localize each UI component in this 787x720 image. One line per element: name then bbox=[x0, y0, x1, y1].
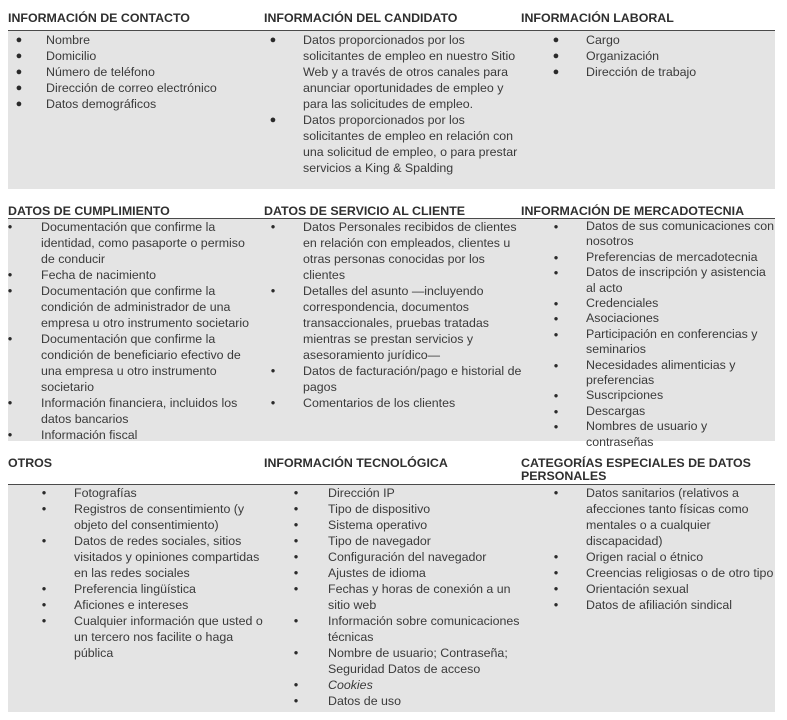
row-1-header bbox=[8, 10, 775, 31]
list-item: ● Datos de uso bbox=[289, 693, 525, 709]
bullet-icon: ● bbox=[553, 568, 559, 577]
work-info-list bbox=[549, 32, 775, 80]
list-item: ● Datos demográficos bbox=[12, 96, 252, 112]
compliance-data-list bbox=[3, 219, 259, 443]
bullet-icon: ● bbox=[553, 222, 559, 231]
bullet-icon: ● bbox=[269, 114, 277, 126]
bullet-icon: ● bbox=[553, 600, 559, 609]
list-item: ● Fechas y horas de conexión a un sitio web bbox=[289, 581, 525, 613]
list-item: ● Creencias religiosas o de otro tipo bbox=[549, 565, 775, 581]
list-item: ● Documentación que confirme la condición de administrador de una empresa u otro instrumento societario bbox=[3, 283, 259, 331]
candidate-info-list bbox=[266, 32, 526, 176]
list-item: ● Fotografías bbox=[37, 485, 265, 501]
bullet-icon: ● bbox=[41, 600, 47, 609]
bullet-icon: ● bbox=[293, 504, 299, 513]
bullet-icon: ● bbox=[293, 568, 299, 577]
header-special-categories: CATEGORÍAS ESPECIALES DE DATOS PERSONALES bbox=[521, 456, 751, 483]
list-item: ● Dirección de trabajo bbox=[549, 64, 775, 80]
bullet-icon: ● bbox=[293, 680, 299, 689]
bullet-icon: ● bbox=[553, 584, 559, 593]
bullet-icon: ● bbox=[7, 286, 13, 295]
list-item: ● Ajustes de idioma bbox=[289, 565, 525, 581]
bullet-icon: ● bbox=[293, 520, 299, 529]
bullet-icon: ● bbox=[41, 504, 47, 513]
bullet-icon: ● bbox=[7, 222, 13, 231]
list-item: ● Información fiscal bbox=[3, 427, 259, 443]
section-row-3 bbox=[8, 455, 775, 713]
list-item: ● Descargas bbox=[549, 404, 775, 419]
list-item: ● Datos proporcionados por los solicitantes de empleo en nuestro Sitio Web y a través de otros canales para anunciar oportunidades de empleo y para las solicitudes de empleo. bbox=[266, 32, 526, 112]
list-item: ● Cualquier información que usted o un tercero nos facilite o haga pública bbox=[37, 613, 265, 661]
list-item: ● Preferencia lingüística bbox=[37, 581, 265, 597]
list-item: ● Datos Personales recibidos de clientes en relación con empleados, clientes u otras personas conocidas por los clientes bbox=[266, 219, 526, 283]
bullet-icon: ● bbox=[270, 286, 276, 295]
bullet-icon: ● bbox=[41, 536, 47, 545]
client-service-data-list bbox=[266, 219, 526, 411]
list-item: ● Datos de inscripción y asistencia al acto bbox=[549, 265, 775, 296]
bullet-icon: ● bbox=[553, 391, 559, 401]
list-item: ● Datos de afiliación sindical bbox=[549, 597, 775, 613]
bullet-icon: ● bbox=[553, 552, 559, 561]
others-list bbox=[37, 485, 265, 661]
bullet-icon: ● bbox=[552, 34, 560, 46]
list-item: ● Asociaciones bbox=[549, 311, 775, 326]
contact-info-list bbox=[12, 32, 252, 112]
list-item: ● Necesidades alimenticias y preferencias bbox=[549, 358, 775, 389]
list-item: ● Fecha de nacimiento bbox=[3, 267, 259, 283]
bullet-icon: ● bbox=[552, 50, 560, 62]
bullet-icon: ● bbox=[7, 270, 13, 279]
list-item: ● Información financiera, incluidos los datos bancarios bbox=[3, 395, 259, 427]
header-marketing-info: INFORMACIÓN DE MERCADOTECNIA bbox=[521, 204, 745, 218]
bullet-icon: ● bbox=[41, 584, 47, 593]
list-item: ● Datos de facturación/pago e historial de pagos bbox=[266, 363, 526, 395]
bullet-icon: ● bbox=[553, 360, 559, 370]
bullet-icon: ● bbox=[270, 222, 276, 231]
list-item: ● Tipo de navegador bbox=[289, 533, 525, 549]
bullet-icon: ● bbox=[15, 82, 23, 94]
section-row-2 bbox=[7, 203, 775, 449]
bullet-icon: ● bbox=[15, 66, 23, 78]
bullet-icon: ● bbox=[15, 50, 23, 62]
special-categories-list bbox=[549, 485, 775, 613]
list-item: ● Dirección IP bbox=[289, 485, 525, 501]
bullet-icon: ● bbox=[553, 314, 559, 324]
list-item: ● Datos proporcionados por los solicitantes de empleo en relación con una solicitud de empleo, o para prestar servicios a King & Spalding bbox=[266, 112, 526, 176]
bullet-icon: ● bbox=[293, 536, 299, 545]
list-item: ● Nombre bbox=[12, 32, 252, 48]
list-item: ● Origen racial o étnico bbox=[549, 549, 775, 565]
bullet-icon: ● bbox=[7, 430, 13, 439]
bullet-icon: ● bbox=[553, 406, 559, 416]
list-item: ● Tipo de dispositivo bbox=[289, 501, 525, 517]
header-client-service-data: DATOS DE SERVICIO AL CLIENTE bbox=[264, 204, 466, 218]
bullet-icon: ● bbox=[293, 488, 299, 497]
list-item: ● Nombre de usuario; Contraseña; Seguridad Datos de acceso bbox=[289, 645, 525, 677]
bullet-icon: ● bbox=[7, 398, 13, 407]
bullet-icon: ● bbox=[553, 299, 559, 309]
list-item: ● Documentación que confirme la condición de beneficiario efectivo de una empresa u otro instrumento societario bbox=[3, 331, 259, 395]
technology-info-list bbox=[289, 485, 525, 709]
bullet-icon: ● bbox=[553, 488, 559, 497]
list-item: ● Datos sanitarios (relativos a afecciones tanto físicas como mentales o a cualquier discapacidad) bbox=[549, 485, 775, 549]
list-item: ● Dirección de correo electrónico bbox=[12, 80, 252, 96]
list-item: ● Información sobre comunicaciones técnicas bbox=[289, 613, 525, 645]
list-item: ● Aficiones e intereses bbox=[37, 597, 265, 613]
bullet-icon: ● bbox=[41, 616, 47, 625]
list-item: ● Orientación sexual bbox=[549, 581, 775, 597]
list-item: ● Documentación que confirme la identidad, como pasaporte o permiso de conducir bbox=[3, 219, 259, 267]
bullet-icon: ● bbox=[293, 648, 299, 657]
bullet-icon: ● bbox=[15, 34, 23, 46]
list-item: ● Participación en conferencias y seminarios bbox=[549, 327, 775, 358]
bullet-icon: ● bbox=[553, 268, 559, 278]
list-item: ● Suscripciones bbox=[549, 388, 775, 403]
bullet-icon: ● bbox=[269, 34, 277, 46]
list-item: ● Datos de sus comunicaciones con nosotros bbox=[549, 219, 775, 250]
header-others: OTROS bbox=[8, 456, 53, 470]
list-item: ● Cookies bbox=[289, 677, 525, 693]
list-item: ● Credenciales bbox=[549, 296, 775, 311]
marketing-info-list bbox=[549, 219, 775, 450]
list-item: ● Preferencias de mercadotecnia bbox=[549, 250, 775, 265]
bullet-icon: ● bbox=[270, 398, 276, 407]
row-3-header bbox=[8, 455, 775, 485]
bullet-icon: ● bbox=[553, 422, 559, 432]
bullet-icon: ● bbox=[553, 329, 559, 339]
section-row-1 bbox=[8, 10, 775, 190]
header-candidate-info: INFORMACIÓN DEL CANDIDATO bbox=[264, 11, 458, 25]
list-item: ● Número de teléfono bbox=[12, 64, 252, 80]
list-item: ● Datos de redes sociales, sitios visitados y opiniones compartidas en las redes sociales bbox=[37, 533, 265, 581]
row-2-body bbox=[7, 219, 775, 449]
list-item: ● Sistema operativo bbox=[289, 517, 525, 533]
bullet-icon: ● bbox=[293, 552, 299, 561]
list-item: ● Domicilio bbox=[12, 48, 252, 64]
bullet-icon: ● bbox=[7, 334, 13, 343]
header-work-info: INFORMACIÓN LABORAL bbox=[521, 11, 674, 25]
header-technology-info: INFORMACIÓN TECNOLÓGICA bbox=[264, 456, 448, 470]
header-contact-info: INFORMACIÓN DE CONTACTO bbox=[8, 11, 190, 25]
row-3-body bbox=[8, 485, 775, 712]
row-1-body bbox=[8, 31, 775, 189]
list-item: ● Detalles del asunto —incluyendo correspondencia, documentos transaccionales, pruebas tratadas mientras se prestan servicios y asesoramiento jurídico— bbox=[266, 283, 526, 363]
list-item: ● Cargo bbox=[549, 32, 775, 48]
header-compliance-data: DATOS DE CUMPLIMIENTO bbox=[8, 204, 170, 218]
list-item: ● Registros de consentimiento (y objeto del consentimiento) bbox=[37, 501, 265, 533]
list-item: ● Configuración del navegador bbox=[289, 549, 525, 565]
bullet-icon: ● bbox=[293, 584, 299, 593]
bullet-icon: ● bbox=[553, 252, 559, 262]
row-2-header bbox=[8, 203, 775, 219]
bullet-icon: ● bbox=[293, 696, 299, 705]
bullet-icon: ● bbox=[41, 488, 47, 497]
list-item: ● Organización bbox=[549, 48, 775, 64]
bullet-icon: ● bbox=[15, 98, 23, 110]
bullet-icon: ● bbox=[293, 616, 299, 625]
list-item: ● Nombres de usuario y contraseñas bbox=[549, 419, 775, 450]
bullet-icon: ● bbox=[270, 366, 276, 375]
bullet-icon: ● bbox=[552, 66, 560, 78]
list-item: ● Comentarios de los clientes bbox=[266, 395, 526, 411]
